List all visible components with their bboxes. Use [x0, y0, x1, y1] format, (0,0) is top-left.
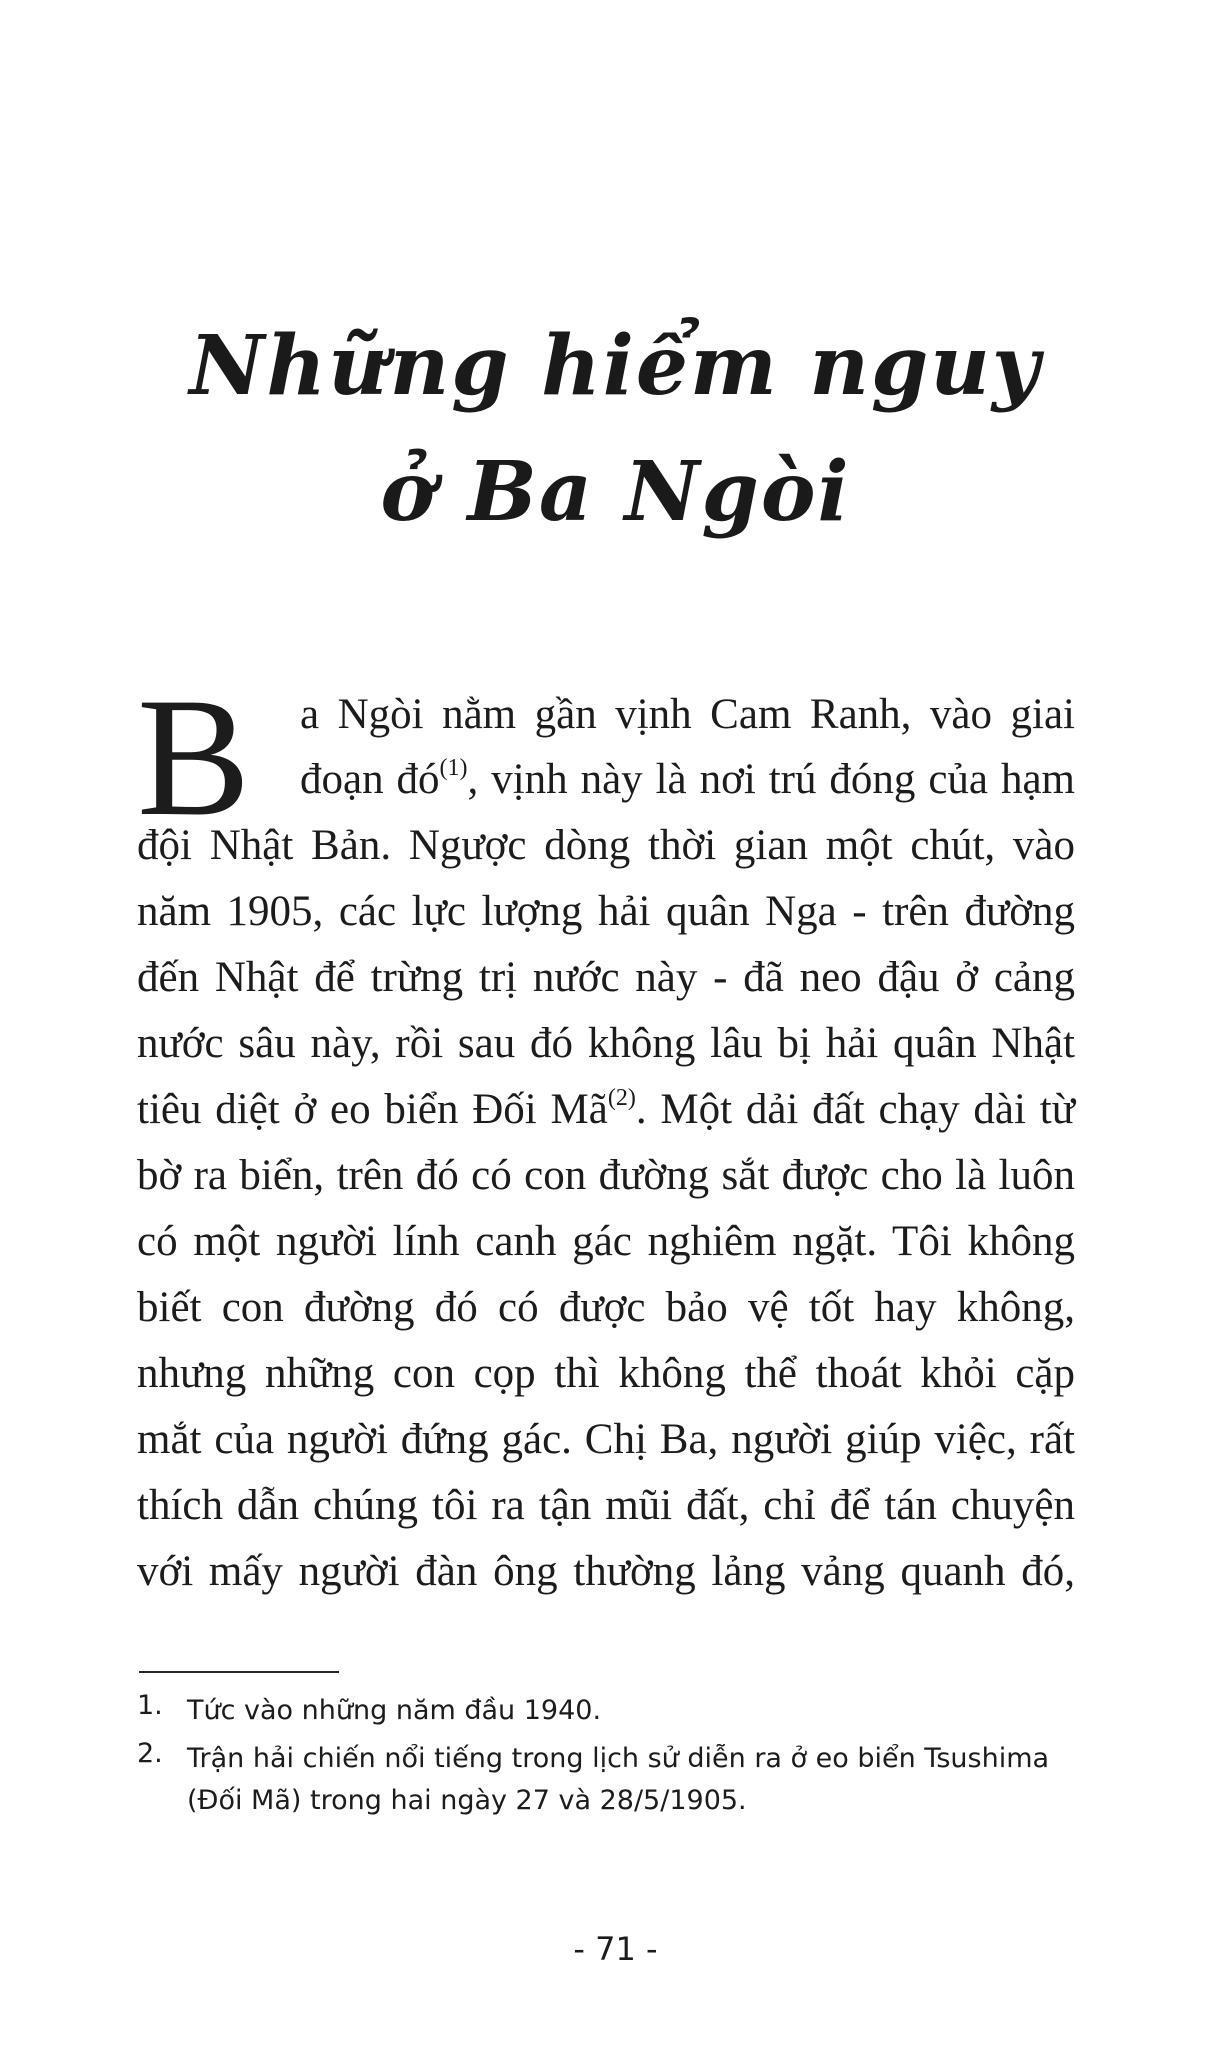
page-number: - 71 - — [573, 1930, 658, 1968]
body-line — [137, 1085, 1075, 1135]
footnote-text: Tức vào những năm đầu 1940. — [187, 1695, 602, 1726]
footnote-text: Trận hải chiến nổi tiếng trong lịch sử diễn ra ở eo biển Tsushima (Đối Mã) trong hai ngày 27 và 28/5/1905. — [187, 1743, 1050, 1816]
chapter-title-line-1: Những hiểm nguy — [189, 318, 1042, 414]
body-line: biết con đường đó có được bảo vệ tốt hay không, — [137, 1284, 1075, 1331]
footnote-number: 2. — [137, 1738, 163, 1769]
body-line: đội Nhật Bản. Ngược dòng thời gian một chút, vào — [137, 822, 1075, 869]
body-line: a Ngòi nằm gần vịnh Cam Ranh, vào giai — [300, 691, 1075, 738]
body-line-part: , vịnh này là nơi trú đóng của hạm — [467, 756, 1075, 803]
body-line-part: . Một dải đất chạy dài từ — [635, 1086, 1076, 1133]
body-line: mắt của người đứng gác. Chị Ba, người giúp việc, rất — [137, 1416, 1075, 1463]
body-line: với mấy người đàn ông thường lảng vảng quanh đó, — [137, 1548, 1075, 1595]
body-line: nhưng những con cọp thì không thể thoát khỏi cặp — [137, 1350, 1075, 1397]
body-line: có một người lính canh gác nghiêm ngặt. Tôi không — [137, 1218, 1075, 1265]
footnote-ref-2: (2) — [607, 1085, 636, 1111]
body-line: năm 1905, các lực lượng hải quân Nga - trên đường — [137, 888, 1075, 935]
chapter-title-line-2: ở Ba Ngòi — [380, 444, 851, 540]
body-line: thích dẫn chúng tôi ra tận mũi đất, chỉ để tán chuyện — [137, 1482, 1075, 1529]
drop-cap: B — [137, 663, 251, 851]
body-line-part: đoạn đó — [300, 756, 440, 803]
body-line: đến Nhật để trừng trị nước này - đã neo đậu ở cảng — [137, 954, 1075, 1001]
footnote-divider — [139, 1671, 339, 1673]
footnote-number: 1. — [137, 1690, 163, 1721]
body-line-part: tiêu diệt ở eo biển Đối Mã — [137, 1086, 608, 1133]
body-line: bờ ra biển, trên đó có con đường sắt được cho là luôn — [137, 1152, 1075, 1199]
body-line — [300, 755, 1075, 805]
body-line: nước sâu này, rồi sau đó không lâu bị hải quân Nhật — [137, 1020, 1075, 1067]
footnote-ref-1: (1) — [439, 755, 468, 781]
